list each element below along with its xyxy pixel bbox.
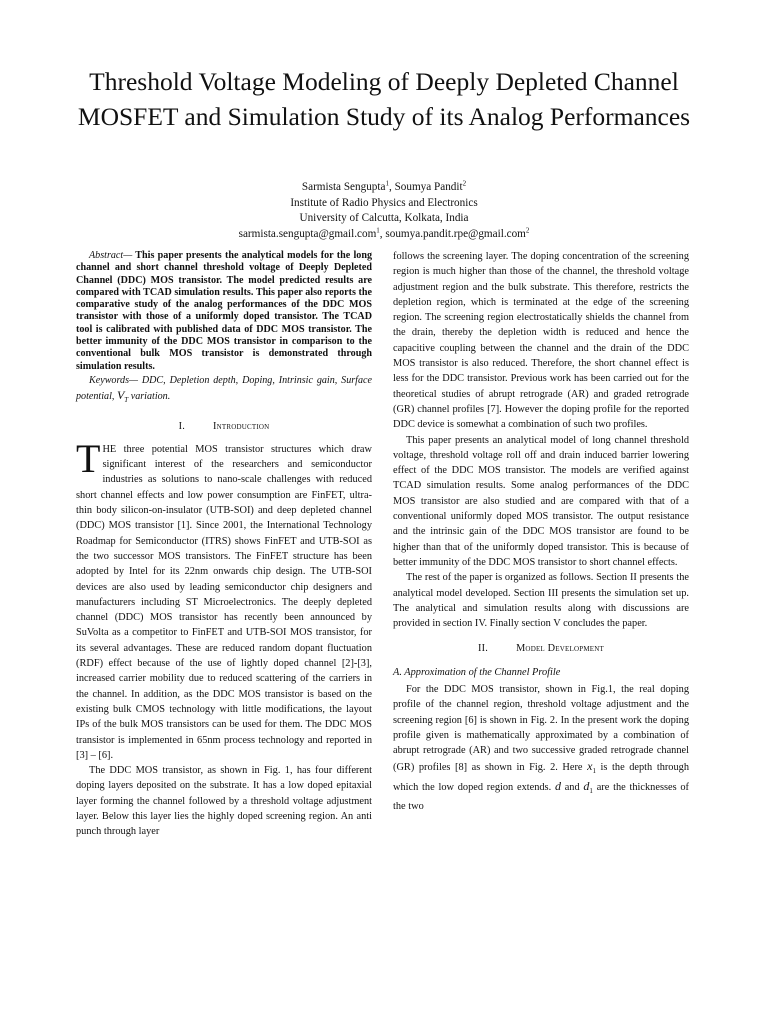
intro-paragraph-3: follows the screening layer. The doping concentration of the screening region is much higher than those of the channel, the threshold voltage adjustment region and the bulk substrate. This therefore, restricts the depletion region, which is terminated at the edge of the screening region. The screening region electrostatically shields the channel from the drain, thereby the depletion width is reduced and hence the capacitive coupling between the channel and the drain of the DDC MOS transistor is also reduced. Therefore, the short channel effect is less for the DDC transistor. Previous work has been carried out for the theoretical studies of abrupt retrograde (AR) and graded retrograde (GR) channel profiles [7]. However the doping profile for the reported DDC device is somewhat a combination of such two profiles. <box>393 251 689 431</box>
abstract: Abstract— This paper presents the analytical models for the long channel and short channel threshold voltage of Deeply Depleted Channel (DDC) MOS transistor. The model predicted results are compared with TCAD simulation results. This paper also reports the comparative study of the analog performances of the DDC MOS transistor with those of a uniformly doped transistor. The TCAD tool is calibrated with published data of DDC MOS transistor. The better immunity of the DDC MOS transistor in comparison to the conventional bulk MOS transistor is demonstrated through simulation results. <box>76 250 372 372</box>
author-emails: sarmista.sengupta@gmail.com$^1$, soumya.pandit.rpe@gmail.com$^2$ <box>238 225 530 240</box>
drop-cap: T <box>76 435 101 481</box>
intro-paragraph-4: This paper presents an analytical model of long channel threshold voltage, threshold voltage roll off and drain induced barrier lowering effect of the DDC MOS transistor. The models are verified against TCAD simulation results. Some analog performances of the DDC MOS transistor are also studied and are compared with that of a conventional uniformly doped MOS transistor. The output resistance and the intrinsic gain of the DDC MOS transistor are found to be higher than that of the uniformly doped transistor. This is because of better immunity of the DDC MOS transistor to short channel effects. <box>393 434 689 568</box>
model-paragraph-1: For the DDC MOS transistor, shown in Fig.1, the real doping profile of the channel region, threshold voltage adjustment and the screening region [6] is shown in Fig. 2. In the present work the doping profile given is mathematically approximated by a combination of abrupt retrograde (AR) and two successive graded retrograde channel (GR) profiles [8] as shown in Fig. 2. Here $x_1$ is the depth through which the low doped region extends. d and $d_1$ are the thicknesses of the two <box>393 684 689 813</box>
section-heading-model-development: II. Model Development <box>478 643 604 655</box>
author-block <box>100 180 668 242</box>
author-university: University of Calcutta, Kolkata, India <box>299 212 469 224</box>
right-column <box>393 249 689 815</box>
intro-paragraph-5: The rest of the paper is organized as follows. Section II presents the analytical model developed. Section III presents the simulation set up. The analytical and simulation results along with discussions are provided in section IV. Finally section V concludes the paper. <box>393 572 689 630</box>
author-affiliation: Institute of Radio Physics and Electronics <box>290 196 478 209</box>
keywords: Keywords— DDC, Depletion depth, Doping, Intrinsic gain, Surface potential, $V_T$ variation. <box>76 374 372 405</box>
paper-title: Threshold Voltage Modeling of Deeply Depleted Channel MOSFET and Simulation Study of its Analog Performances <box>77 67 691 131</box>
section-heading-introduction: I. Introduction <box>178 420 270 432</box>
left-column <box>76 250 372 840</box>
author-names: Sarmista Sengupta$^1$, Soumya Pandit$^2$ <box>301 179 467 193</box>
subsection-heading-channel-profile: A. Approximation of the Channel Profile <box>393 666 561 678</box>
intro-paragraph-2: The DDC MOS transistor, as shown in Fig. 1, has four different doping layers deposited on the substrate. It has a low doped epitaxial layer forming the channel followed by a threshold voltage adjustment layer. Below this layer lies the highly doped screening region. An anti punch through layer <box>76 765 372 838</box>
intro-paragraph-1: THE three potential MOS transistor structures which draw significant interest of the researchers and semiconductor industries as solutions to nano-scale challenges with reduced short channel effects and low power consumption are FinFET, ultra-thin body silicon-on-insulator (UTB-SOI) and deep depleted channel (DDC) MOS transistor [1]. Since 2001, the International Technology Roadmap for Semiconductor (ITRS) shows FinFET and UTB-SOI as the two successor MOS transistors. The FinFET structure has been adopted by Intel for its 22nm onwards chip design. The UTB-SOI devices are also used by leading semiconductor chip designers and manufacturers including ST Microelectronics. The deeply depleted channel (DDC) MOS transistor has recently been announced by SuVolta as a competitor to FinFET and UTB-SOI MOS transistor, for its several advantages. These are reduced random dopant fluctuation (RDF) effect because of the use of lightly doped channel [2]-[3], increased carrier mobility due to reduced scattering of the carriers in the channel. In addition, as the DDC MOS transistor is based on the existing bulk CMOS technology with little modifications, the layout IPs of the bulk MOS transistors can be used for them. The DDC MOS transistor is implemented in 65nm process technology and reported in [3] – [6]. <box>76 435 372 761</box>
